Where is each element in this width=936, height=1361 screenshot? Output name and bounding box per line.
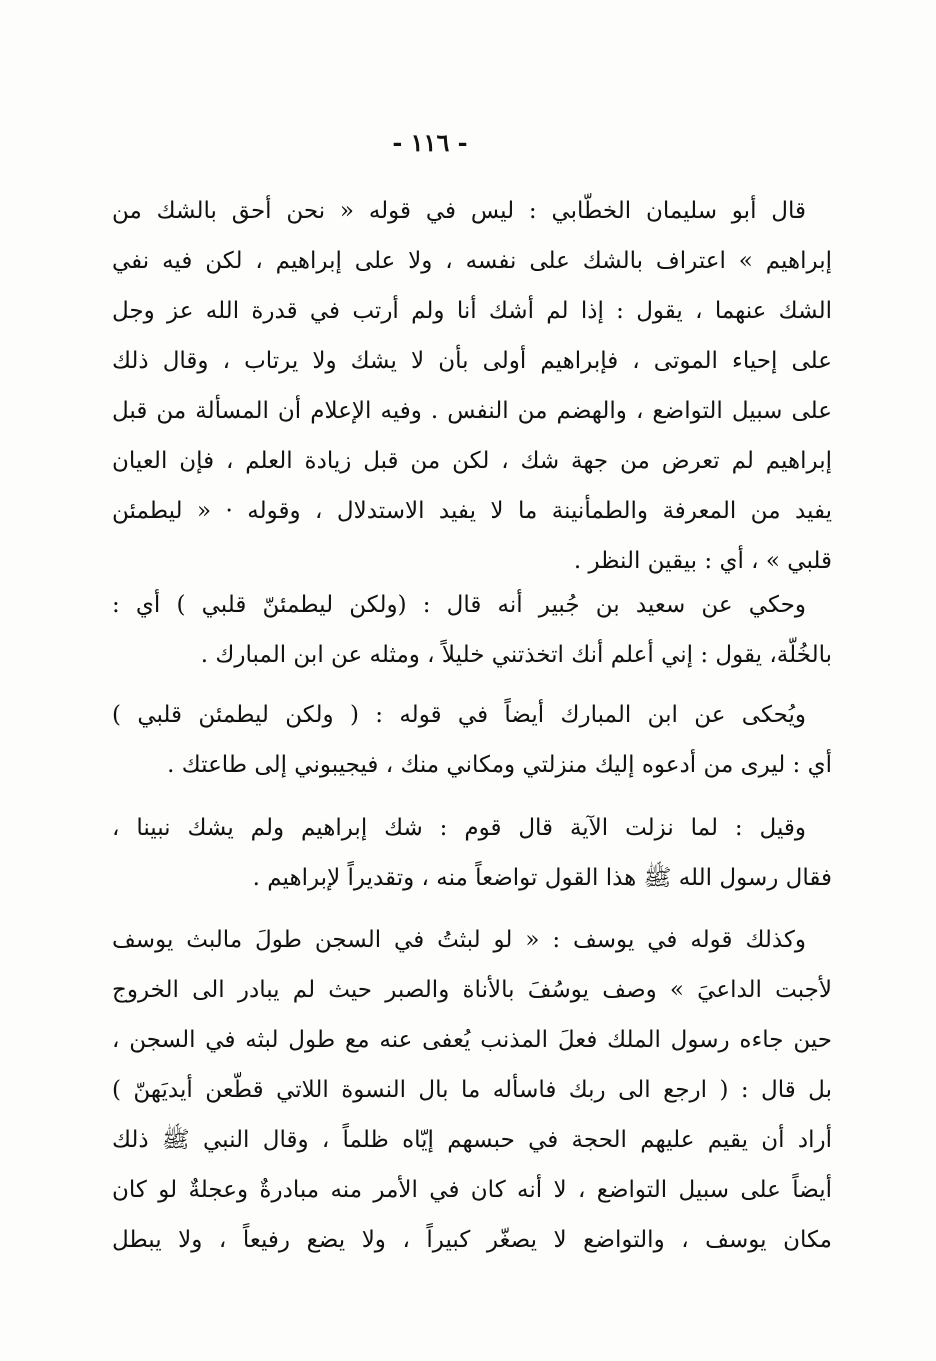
paragraph-line: قلبي » ، أي : بيقين النظر . — [573, 548, 832, 574]
paragraph-line: يفيد من المعرفة والطمأنينة ما لا يفيد الاستدلال ، وقوله · « ليطمئن — [112, 498, 832, 524]
paragraph-line: أيضاً على سبيل التواضع ، لا أنه كان في الأمر منه مبادرةٌ وعجلةٌ لو كان — [112, 1177, 832, 1203]
paragraph-line: إبراهيم » اعتراف بالشك على نفسه ، ولا على إبراهيم ، لكن فيه نفي — [112, 248, 832, 274]
paragraph-line: وكذلك قوله في يوسف : « لو لبثتُ في السجن طولَ مالبث يوسف — [112, 927, 806, 953]
paragraph-line: على إحياء الموتى ، فإبراهيم أولى بأن لا يشك ولا يرتاب ، وقال ذلك — [112, 348, 832, 374]
paragraph-line: بالخُلّة، يقول : إني أعلم أنك اتخذتني خليلاً ، ومثله عن ابن المبارك . — [200, 642, 832, 668]
paragraph-1 — [112, 186, 832, 586]
paragraph-line: الشك عنهما ، يقول : إذا لم أشك أنا ولم أرتب في قدرة الله عز وجل — [112, 298, 832, 324]
paragraph-4 — [112, 803, 832, 903]
paragraph-line: بل قال : ( ارجع الى ربك فاسأله ما بال النسوة اللاتي قطّعن أيديَهنّ ) — [112, 1077, 832, 1103]
paragraph-line: أراد أن يقيم عليهم الحجة في حبسهم إيّاه ظلماً ، وقال النبي ﷺ ذلك — [112, 1127, 832, 1153]
paragraph-line: على سبيل التواضع ، والهضم من النفس . وفيه الإعلام أن المسألة من قبل — [112, 398, 832, 424]
page-number: - ١١٦ - — [392, 128, 468, 157]
paragraph-line: أي : ليرى من أدعوه إليك منزلتي ومكاني منك ، فيجيبوني إلى طاعتك . — [167, 752, 832, 778]
paragraph-line: إبراهيم لم تعرض من جهة شك ، لكن من قبل زيادة العلم ، فإن العيان — [112, 448, 832, 474]
paragraph-line: وحكي عن سعيد بن جُبير أنه قال : (ولكن ليطمئنّ قلبي ) أي : — [112, 592, 806, 618]
paragraph-line: حين جاءه رسول الملك فعلَ المذنب يُعفى عنه مع طول لبثه في السجن ، — [112, 1027, 832, 1053]
paragraph-3 — [112, 690, 832, 790]
paragraph-line: ويُحكى عن ابن المبارك أيضاً في قوله : ( ولكن ليطمئن قلبي ) — [112, 702, 806, 728]
paragraph-line: مكان يوسف ، والتواضع لا يصغّر كبيراً ، ولا يضع رفيعاً ، ولا يبطل — [112, 1227, 832, 1253]
paragraph-5 — [112, 915, 832, 1265]
paragraph-line: لأجبت الداعيَ » وصف يوسُفَ بالأناة والصبر حيث لم يبادر الى الخروج — [112, 977, 832, 1003]
paragraph-line: وقيل : لما نزلت الآية قال قوم : شك إبراهيم ولم يشك نبينا ، — [112, 815, 806, 841]
paragraph-line: قال أبو سليمان الخطّابي : ليس في قوله « نحن أحق بالشك من — [112, 198, 806, 224]
paragraph-2 — [112, 580, 832, 680]
paragraph-line: فقال رسول الله ﷺ هذا القول تواضعاً منه ، وتقديراً لإبراهيم . — [252, 865, 832, 891]
